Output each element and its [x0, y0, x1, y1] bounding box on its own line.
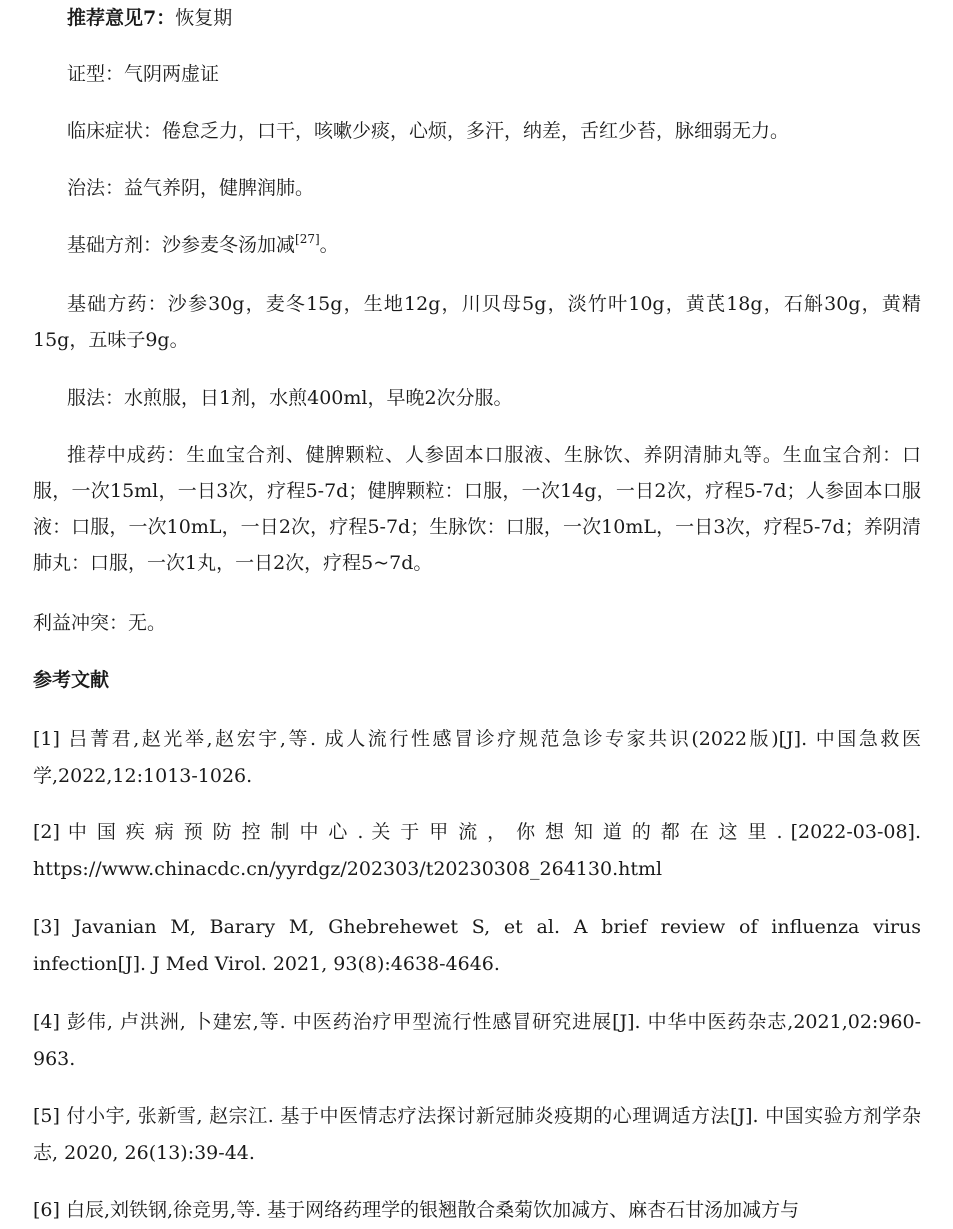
patent-medicine-value: 生血宝合剂、健脾颗粒、人参固本口服液、生脉饮、养阴清肺丸等。生血宝合剂：口服，一次15ml，一日3次，疗程5-7d；健脾颗粒：口服，一次14g，一日2次，疗程5-7d；人参固本口服液：口服，一次10mL，一日2次，疗程5-7d；生脉饮：口服，一次10mL，一日3次，疗程5-7d；养阴清肺丸：口服，一次1丸，一日2次，疗程5~7d。 [33, 444, 921, 574]
administration-value: 水煎服，日1剂，水煎400ml，早晚2次分服。 [124, 387, 513, 409]
reference-text: 付小宇, 张新雪, 赵宗江. 基于中医情志疗法探讨新冠肺炎疫期的心理调适方法[J]. 中国实验方剂学杂志, 2020, 26(13):39-44. [33, 1105, 921, 1164]
base-herbs-label: 基础方药： [67, 293, 168, 315]
reference-item [33, 1098, 921, 1172]
reference-item [33, 1192, 921, 1229]
syndrome-line [33, 56, 921, 92]
base-formula-end: 。 [319, 234, 339, 256]
base-formula-label: 基础方剂： [67, 234, 163, 256]
reference-number: [5] [33, 1105, 60, 1127]
symptoms-line [33, 113, 921, 149]
base-formula-line [33, 227, 921, 263]
base-herbs-paragraph [33, 286, 921, 358]
conflict-value: 无。 [128, 612, 167, 634]
base-formula-citation: [27] [295, 232, 320, 246]
conflict-line [33, 605, 921, 641]
syndrome-value: 气阴两虚证 [124, 63, 220, 85]
reference-text: 中 国 疾 病 预 防 控 制 中 心 . 关 于 甲 流 ， 你 想 知 道 的 都 在 这 里 . [2022-03-08]. https://www.chinacdc.cn/yyrdgz/202303/t20230308_264130.html [33, 821, 921, 880]
administration-label: 服法： [67, 387, 125, 409]
reference-number: [6] [33, 1199, 60, 1221]
base-formula-value: 沙参麦冬汤加减 [162, 234, 296, 256]
patent-medicine-label: 推荐中成药： [67, 444, 187, 466]
patent-medicine-paragraph [33, 437, 921, 581]
reference-item [33, 814, 921, 888]
recommendation-value: 恢复期 [175, 7, 233, 29]
symptoms-value: 倦怠乏力，口干，咳嗽少痰，心烦，多汗，纳差，舌红少苔，脉细弱无力。 [162, 120, 790, 142]
reference-item [33, 1004, 921, 1078]
treatment-label: 治法： [67, 177, 125, 199]
reference-number: [4] [33, 1011, 60, 1033]
recommendation-heading [33, 0, 921, 36]
base-herbs-value: 沙参30g，麦冬15g，生地12g，川贝母5g，淡竹叶10g，黄芪18g，石斛30g，黄精15g，五味子9g。 [33, 293, 921, 351]
reference-text: 吕菁君,赵光举,赵宏宇,等. 成人流行性感冒诊疗规范急诊专家共识(2022版)[J]. 中国急救医学,2022,12:1013-1026. [33, 728, 921, 787]
reference-text: 彭伟, 卢洪洲, 卜建宏,等. 中医药治疗甲型流行性感冒研究进展[J]. 中华中医药杂志,2021,02:960-963. [33, 1011, 922, 1070]
reference-item [33, 909, 921, 983]
reference-text: Javanian M, Barary M, Ghebrehewet S, et al. A brief review of influenza virus infection[J]. J Med Virol. 2021, 93(8):4638-4646. [33, 916, 921, 975]
treatment-line [33, 170, 921, 206]
reference-number: [3] [33, 916, 60, 938]
conflict-label: 利益冲突： [33, 612, 129, 634]
references-heading: 参考文献 [33, 669, 110, 691]
symptoms-label: 临床症状： [67, 120, 163, 142]
reference-number: [1] [33, 728, 60, 750]
reference-text: 白辰,刘铁钢,徐竞男,等. 基于网络药理学的银翘散合桑菊饮加减方、麻杏石甘汤加减方与 [65, 1199, 800, 1221]
syndrome-label: 证型： [67, 63, 125, 85]
recommendation-label: 推荐意见7： [67, 7, 176, 29]
reference-item [33, 721, 921, 795]
reference-number: [2] [33, 821, 60, 843]
treatment-value: 益气养阴，健脾润肺。 [124, 177, 315, 199]
administration-line [33, 380, 921, 416]
